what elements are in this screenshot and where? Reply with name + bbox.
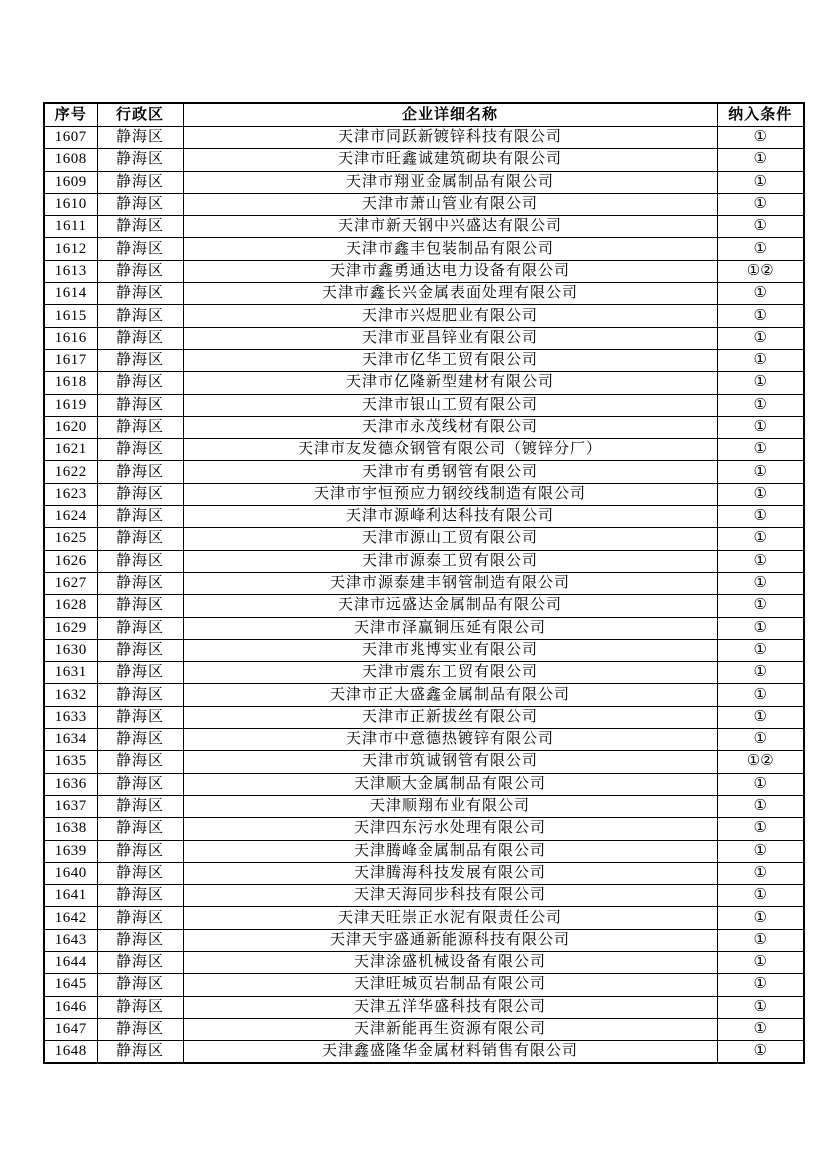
serial-cell: 1614 xyxy=(44,283,97,305)
table-row xyxy=(44,729,804,751)
table-row xyxy=(44,773,804,795)
condition-cell: ① xyxy=(717,283,804,305)
table-row xyxy=(44,885,804,907)
company-name-cell: 天津顺大金属制品有限公司 xyxy=(183,773,717,795)
table-row xyxy=(44,461,804,483)
company-name-cell: 天津涂盛机械设备有限公司 xyxy=(183,951,717,973)
condition-cell: ① xyxy=(717,662,804,684)
company-name-cell: 天津市筑诚钢管有限公司 xyxy=(183,751,717,773)
serial-cell: 1620 xyxy=(44,416,97,438)
district-cell: 静海区 xyxy=(97,729,183,751)
condition-cell: ① xyxy=(717,506,804,528)
condition-cell: ① xyxy=(717,416,804,438)
company-name-cell: 天津市永茂线材有限公司 xyxy=(183,416,717,438)
company-name-cell: 天津鑫盛隆华金属材料销售有限公司 xyxy=(183,1041,717,1064)
company-name-cell: 天津市亿华工贸有限公司 xyxy=(183,349,717,371)
table-row xyxy=(44,439,804,461)
col-header-company: 企业详细名称 xyxy=(183,103,717,127)
company-name-cell: 天津市鑫丰包装制品有限公司 xyxy=(183,238,717,260)
district-cell: 静海区 xyxy=(97,862,183,884)
serial-cell: 1615 xyxy=(44,305,97,327)
company-name-cell: 天津市源山工贸有限公司 xyxy=(183,528,717,550)
serial-cell: 1621 xyxy=(44,439,97,461)
table-row xyxy=(44,751,804,773)
company-name-cell: 天津市兆博实业有限公司 xyxy=(183,639,717,661)
district-cell: 静海区 xyxy=(97,461,183,483)
district-cell: 静海区 xyxy=(97,773,183,795)
company-name-cell: 天津四东污水处理有限公司 xyxy=(183,818,717,840)
company-name-cell: 天津市远盛达金属制品有限公司 xyxy=(183,595,717,617)
serial-cell: 1639 xyxy=(44,840,97,862)
table-row xyxy=(44,684,804,706)
serial-cell: 1632 xyxy=(44,684,97,706)
table-row xyxy=(44,483,804,505)
condition-cell: ① xyxy=(717,394,804,416)
condition-cell: ① xyxy=(717,193,804,215)
serial-cell: 1638 xyxy=(44,818,97,840)
serial-cell: 1642 xyxy=(44,907,97,929)
condition-cell: ① xyxy=(717,729,804,751)
table-row xyxy=(44,951,804,973)
serial-cell: 1647 xyxy=(44,1018,97,1040)
condition-cell: ① xyxy=(717,795,804,817)
condition-cell: ① xyxy=(717,974,804,996)
district-cell: 静海区 xyxy=(97,795,183,817)
table-row xyxy=(44,840,804,862)
company-name-cell: 天津市正大盛鑫金属制品有限公司 xyxy=(183,684,717,706)
serial-cell: 1648 xyxy=(44,1041,97,1064)
condition-cell: ① xyxy=(717,483,804,505)
company-name-cell: 天津市源泰工贸有限公司 xyxy=(183,550,717,572)
serial-cell: 1607 xyxy=(44,127,97,149)
company-name-cell: 天津腾海科技发展有限公司 xyxy=(183,862,717,884)
district-cell: 静海区 xyxy=(97,416,183,438)
district-cell: 静海区 xyxy=(97,372,183,394)
table-row xyxy=(44,506,804,528)
table-row xyxy=(44,349,804,371)
table-row xyxy=(44,1041,804,1064)
table-row xyxy=(44,617,804,639)
district-cell: 静海区 xyxy=(97,684,183,706)
table-row xyxy=(44,216,804,238)
condition-cell: ① xyxy=(717,929,804,951)
condition-cell: ① xyxy=(717,996,804,1018)
condition-cell: ① xyxy=(717,171,804,193)
district-cell: 静海区 xyxy=(97,394,183,416)
col-header-condition: 纳入条件 xyxy=(717,103,804,127)
condition-cell: ① xyxy=(717,617,804,639)
district-cell: 静海区 xyxy=(97,885,183,907)
condition-cell: ① xyxy=(717,862,804,884)
district-cell: 静海区 xyxy=(97,840,183,862)
serial-cell: 1623 xyxy=(44,483,97,505)
serial-cell: 1631 xyxy=(44,662,97,684)
condition-cell: ① xyxy=(717,1018,804,1040)
company-name-cell: 天津市有勇钢管有限公司 xyxy=(183,461,717,483)
district-cell: 静海区 xyxy=(97,238,183,260)
table-row xyxy=(44,572,804,594)
table-row xyxy=(44,416,804,438)
company-name-cell: 天津市源泰建丰钢管制造有限公司 xyxy=(183,572,717,594)
serial-cell: 1611 xyxy=(44,216,97,238)
table-body xyxy=(44,127,804,1064)
serial-cell: 1618 xyxy=(44,372,97,394)
serial-cell: 1628 xyxy=(44,595,97,617)
district-cell: 静海区 xyxy=(97,996,183,1018)
condition-cell: ① xyxy=(717,327,804,349)
condition-cell: ① xyxy=(717,372,804,394)
table-row xyxy=(44,818,804,840)
serial-cell: 1637 xyxy=(44,795,97,817)
serial-cell: 1613 xyxy=(44,260,97,282)
company-name-cell: 天津市泽赢铜压延有限公司 xyxy=(183,617,717,639)
company-name-cell: 天津市兴煜肥业有限公司 xyxy=(183,305,717,327)
serial-cell: 1640 xyxy=(44,862,97,884)
district-cell: 静海区 xyxy=(97,639,183,661)
company-table xyxy=(43,102,805,1064)
company-name-cell: 天津腾峰金属制品有限公司 xyxy=(183,840,717,862)
table-row xyxy=(44,639,804,661)
district-cell: 静海区 xyxy=(97,951,183,973)
table-row xyxy=(44,1018,804,1040)
condition-cell: ① xyxy=(717,238,804,260)
table-row xyxy=(44,372,804,394)
table-row xyxy=(44,907,804,929)
condition-cell: ① xyxy=(717,684,804,706)
company-name-cell: 天津市亿隆新型建材有限公司 xyxy=(183,372,717,394)
condition-cell: ①② xyxy=(717,751,804,773)
table-row xyxy=(44,238,804,260)
company-name-cell: 天津市宇恒预应力钢绞线制造有限公司 xyxy=(183,483,717,505)
condition-cell: ① xyxy=(717,528,804,550)
condition-cell: ①② xyxy=(717,260,804,282)
serial-cell: 1635 xyxy=(44,751,97,773)
serial-cell: 1608 xyxy=(44,149,97,171)
district-cell: 静海区 xyxy=(97,171,183,193)
condition-cell: ① xyxy=(717,1041,804,1064)
district-cell: 静海区 xyxy=(97,127,183,149)
serial-cell: 1643 xyxy=(44,929,97,951)
condition-cell: ① xyxy=(717,951,804,973)
table-row xyxy=(44,595,804,617)
table-row xyxy=(44,260,804,282)
table-row xyxy=(44,127,804,149)
serial-cell: 1616 xyxy=(44,327,97,349)
condition-cell: ① xyxy=(717,818,804,840)
col-header-serial: 序号 xyxy=(44,103,97,127)
table-row xyxy=(44,706,804,728)
table-header xyxy=(44,103,804,127)
district-cell: 静海区 xyxy=(97,550,183,572)
serial-cell: 1641 xyxy=(44,885,97,907)
serial-cell: 1622 xyxy=(44,461,97,483)
condition-cell: ① xyxy=(717,885,804,907)
company-name-cell: 天津市翔亚金属制品有限公司 xyxy=(183,171,717,193)
serial-cell: 1609 xyxy=(44,171,97,193)
company-name-cell: 天津市震东工贸有限公司 xyxy=(183,662,717,684)
district-cell: 静海区 xyxy=(97,528,183,550)
table-row xyxy=(44,394,804,416)
serial-cell: 1636 xyxy=(44,773,97,795)
company-name-cell: 天津市中意德热镀锌有限公司 xyxy=(183,729,717,751)
company-name-cell: 天津五洋华盛科技有限公司 xyxy=(183,996,717,1018)
district-cell: 静海区 xyxy=(97,907,183,929)
table-row xyxy=(44,550,804,572)
condition-cell: ① xyxy=(717,907,804,929)
table-row xyxy=(44,795,804,817)
condition-cell: ① xyxy=(717,439,804,461)
table-row xyxy=(44,171,804,193)
serial-cell: 1624 xyxy=(44,506,97,528)
district-cell: 静海区 xyxy=(97,974,183,996)
serial-cell: 1629 xyxy=(44,617,97,639)
district-cell: 静海区 xyxy=(97,283,183,305)
district-cell: 静海区 xyxy=(97,818,183,840)
condition-cell: ① xyxy=(717,639,804,661)
condition-cell: ① xyxy=(717,706,804,728)
district-cell: 静海区 xyxy=(97,149,183,171)
district-cell: 静海区 xyxy=(97,439,183,461)
serial-cell: 1617 xyxy=(44,349,97,371)
condition-cell: ① xyxy=(717,149,804,171)
company-name-cell: 天津市鑫长兴金属表面处理有限公司 xyxy=(183,283,717,305)
district-cell: 静海区 xyxy=(97,706,183,728)
company-name-cell: 天津市正新拔丝有限公司 xyxy=(183,706,717,728)
header-row xyxy=(44,103,804,127)
district-cell: 静海区 xyxy=(97,595,183,617)
company-name-cell: 天津市鑫勇通达电力设备有限公司 xyxy=(183,260,717,282)
company-name-cell: 天津市萧山管业有限公司 xyxy=(183,193,717,215)
district-cell: 静海区 xyxy=(97,327,183,349)
serial-cell: 1610 xyxy=(44,193,97,215)
serial-cell: 1646 xyxy=(44,996,97,1018)
table-row xyxy=(44,929,804,951)
district-cell: 静海区 xyxy=(97,662,183,684)
company-name-cell: 天津顺翔布业有限公司 xyxy=(183,795,717,817)
serial-cell: 1627 xyxy=(44,572,97,594)
table-row xyxy=(44,996,804,1018)
company-name-cell: 天津天海同步科技有限公司 xyxy=(183,885,717,907)
table-row xyxy=(44,193,804,215)
condition-cell: ① xyxy=(717,550,804,572)
company-name-cell: 天津市同跃新镀锌科技有限公司 xyxy=(183,127,717,149)
district-cell: 静海区 xyxy=(97,260,183,282)
table-row xyxy=(44,305,804,327)
district-cell: 静海区 xyxy=(97,617,183,639)
condition-cell: ① xyxy=(717,349,804,371)
company-name-cell: 天津新能再生资源有限公司 xyxy=(183,1018,717,1040)
company-name-cell: 天津市银山工贸有限公司 xyxy=(183,394,717,416)
serial-cell: 1634 xyxy=(44,729,97,751)
company-name-cell: 天津市旺鑫诚建筑砌块有限公司 xyxy=(183,149,717,171)
district-cell: 静海区 xyxy=(97,572,183,594)
condition-cell: ① xyxy=(717,461,804,483)
district-cell: 静海区 xyxy=(97,506,183,528)
company-name-cell: 天津市新天钢中兴盛达有限公司 xyxy=(183,216,717,238)
table-row xyxy=(44,862,804,884)
serial-cell: 1633 xyxy=(44,706,97,728)
table-row xyxy=(44,528,804,550)
company-name-cell: 天津市亚昌锌业有限公司 xyxy=(183,327,717,349)
table-row xyxy=(44,974,804,996)
condition-cell: ① xyxy=(717,840,804,862)
serial-cell: 1645 xyxy=(44,974,97,996)
district-cell: 静海区 xyxy=(97,929,183,951)
district-cell: 静海区 xyxy=(97,751,183,773)
serial-cell: 1625 xyxy=(44,528,97,550)
district-cell: 静海区 xyxy=(97,483,183,505)
condition-cell: ① xyxy=(717,127,804,149)
company-name-cell: 天津天宇盛通新能源科技有限公司 xyxy=(183,929,717,951)
serial-cell: 1630 xyxy=(44,639,97,661)
serial-cell: 1612 xyxy=(44,238,97,260)
condition-cell: ① xyxy=(717,572,804,594)
district-cell: 静海区 xyxy=(97,193,183,215)
district-cell: 静海区 xyxy=(97,349,183,371)
col-header-district: 行政区 xyxy=(97,103,183,127)
district-cell: 静海区 xyxy=(97,1041,183,1064)
table-row xyxy=(44,662,804,684)
serial-cell: 1619 xyxy=(44,394,97,416)
company-name-cell: 天津旺城页岩制品有限公司 xyxy=(183,974,717,996)
condition-cell: ① xyxy=(717,216,804,238)
serial-cell: 1626 xyxy=(44,550,97,572)
company-name-cell: 天津天旺崇正水泥有限责任公司 xyxy=(183,907,717,929)
condition-cell: ① xyxy=(717,595,804,617)
company-name-cell: 天津市源峰利达科技有限公司 xyxy=(183,506,717,528)
serial-cell: 1644 xyxy=(44,951,97,973)
district-cell: 静海区 xyxy=(97,216,183,238)
district-cell: 静海区 xyxy=(97,1018,183,1040)
table-row xyxy=(44,327,804,349)
condition-cell: ① xyxy=(717,305,804,327)
condition-cell: ① xyxy=(717,773,804,795)
table-row xyxy=(44,283,804,305)
table-row xyxy=(44,149,804,171)
company-name-cell: 天津市友发德众钢管有限公司（镀锌分厂） xyxy=(183,439,717,461)
district-cell: 静海区 xyxy=(97,305,183,327)
